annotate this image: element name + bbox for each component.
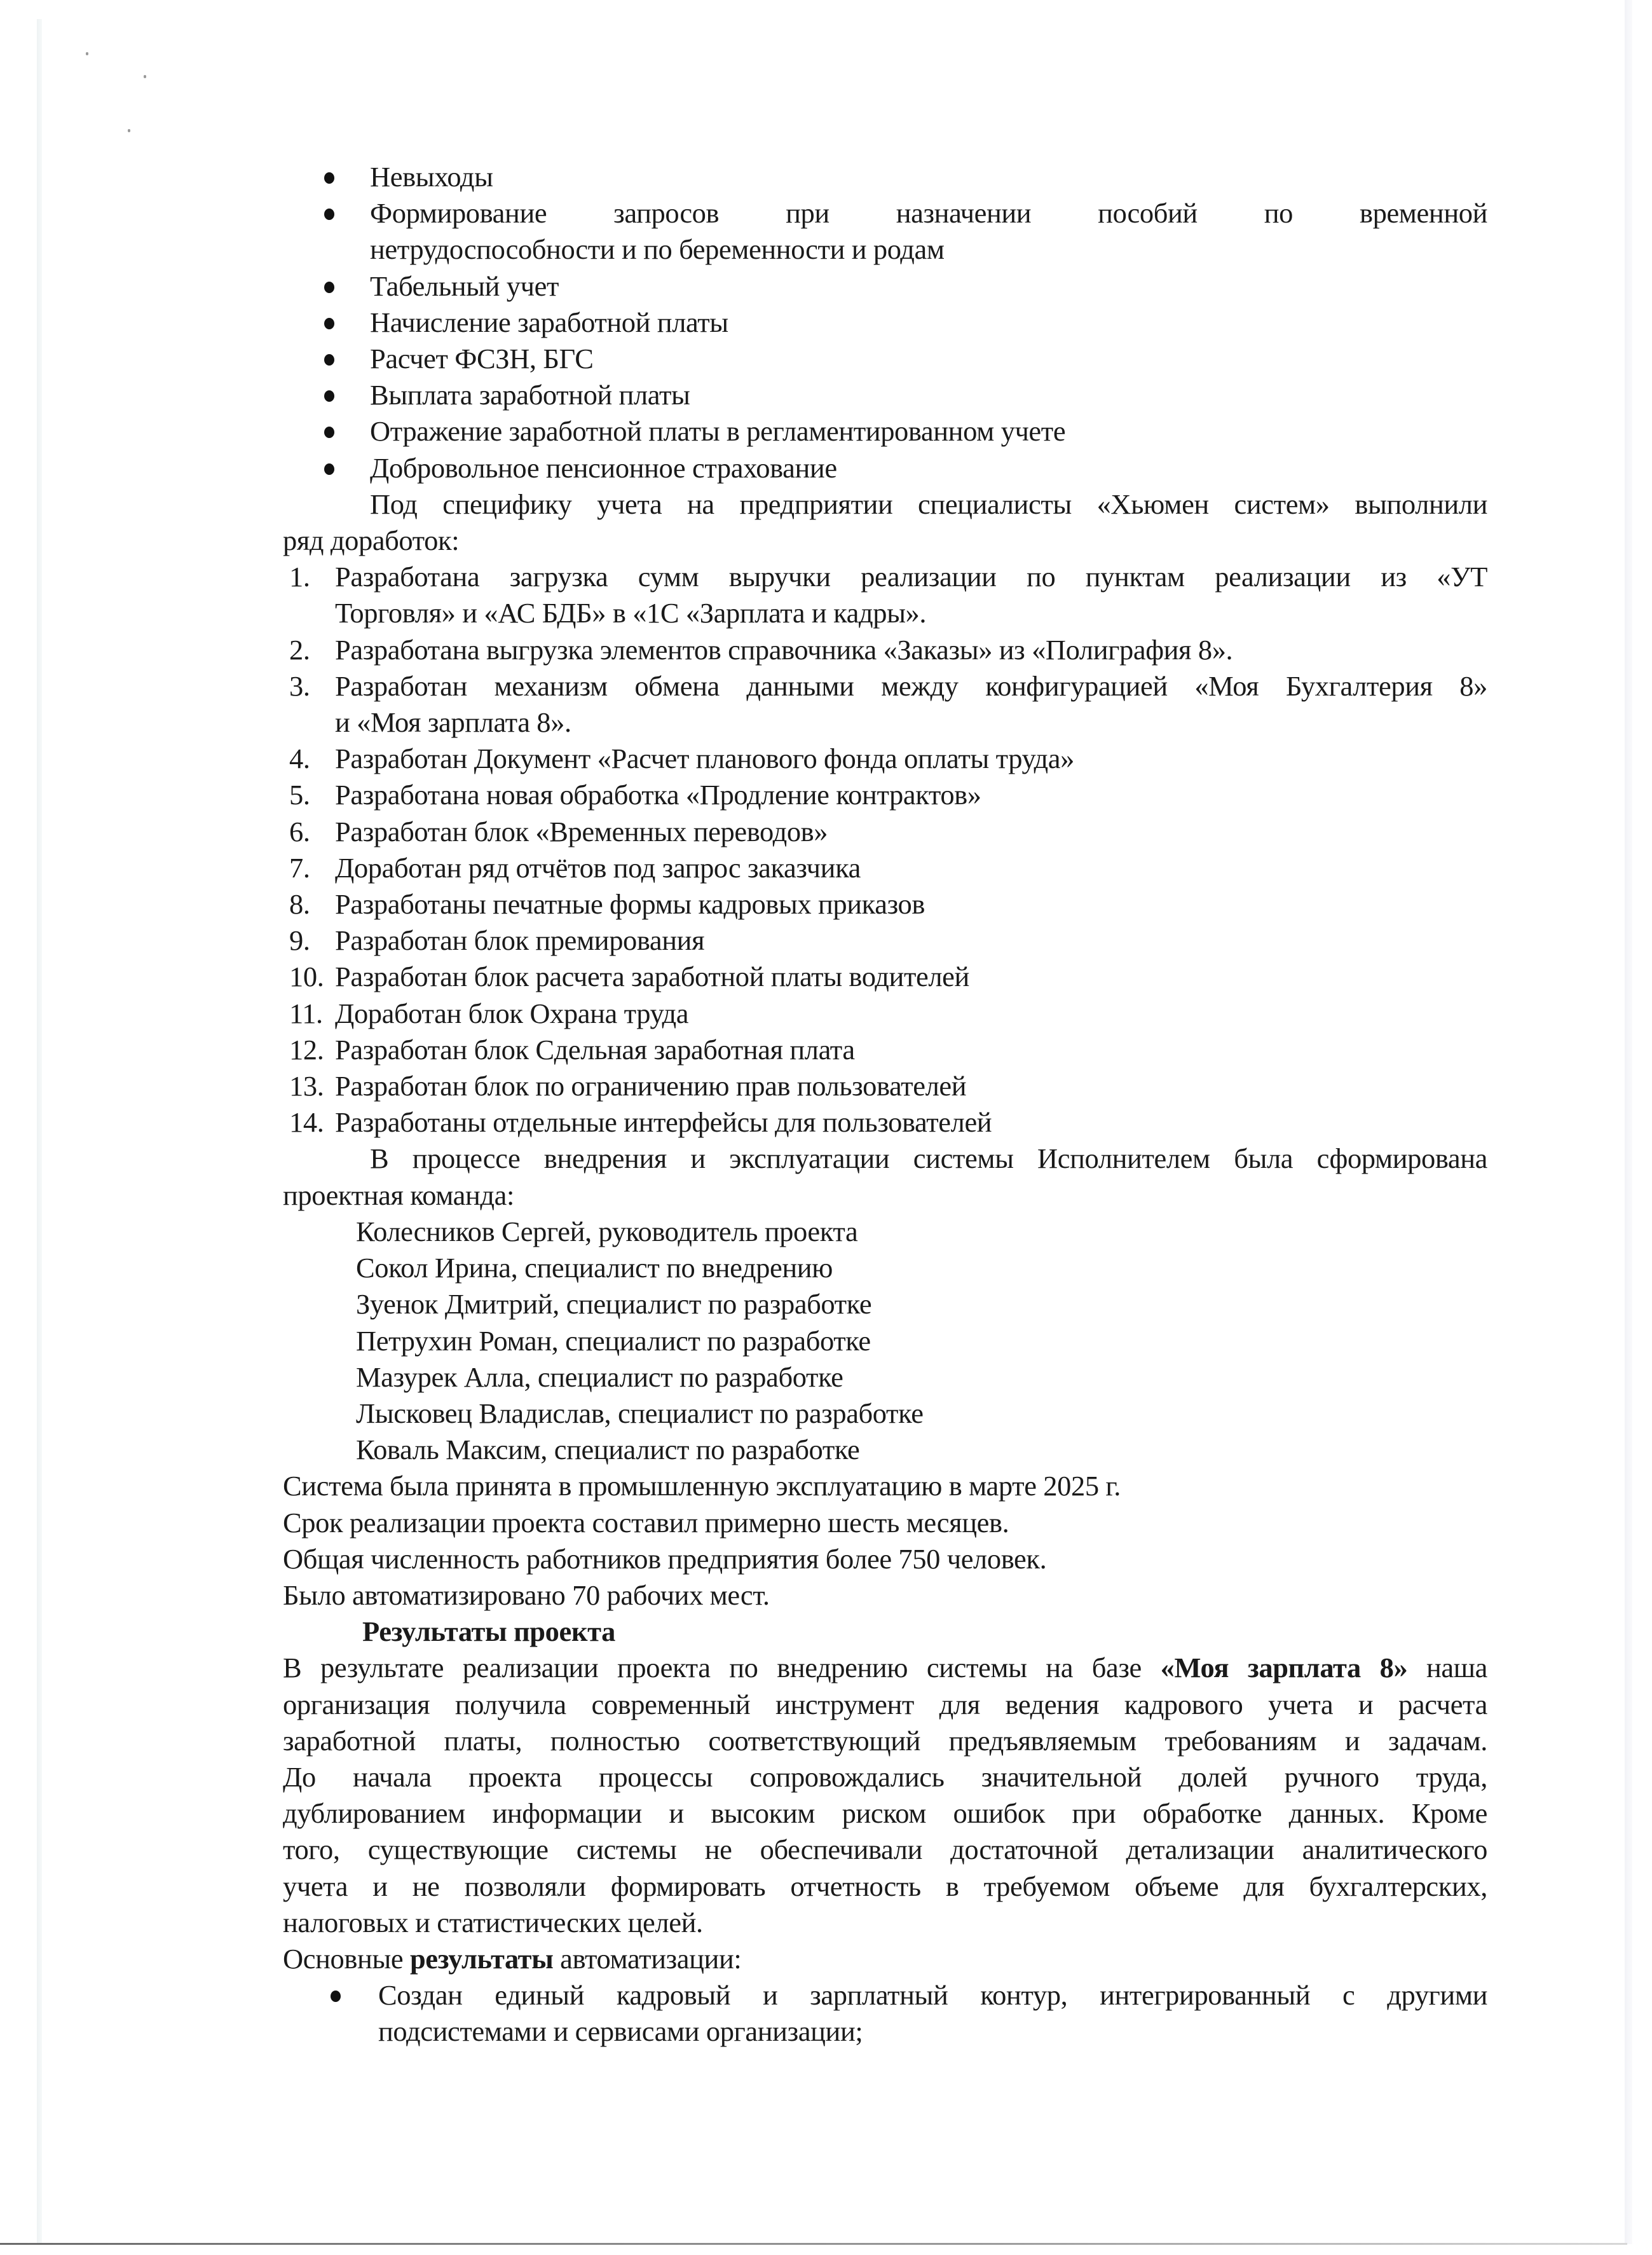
results-heading: Результаты проекта <box>362 1615 615 1648</box>
fact-line: Общая численность работников предприятия более 750 человек. <box>283 1542 1047 1575</box>
paragraph-line: Под специфику учета на предприятии специалисты «Хьюмен систем» выполнили <box>370 488 1487 520</box>
item-number: 12. <box>289 1033 324 1066</box>
team-member: Колесников Сергей, руководитель проекта <box>356 1215 858 1247</box>
bullet-item <box>283 413 1487 449</box>
bullet-text: нетрудоспособности и по беременности и родам <box>370 233 945 266</box>
project-team-list <box>283 1214 1487 1468</box>
bullet-item <box>283 305 1487 341</box>
item-number: 4. <box>289 743 310 775</box>
item-number: 13. <box>289 1070 324 1102</box>
paragraph-line <box>283 1650 1487 1686</box>
bullet-item <box>283 268 1487 305</box>
scan-edge-right <box>1625 0 1632 2244</box>
numbered-item <box>283 850 1487 886</box>
team-member: Мазурек Алла, специалист по разработке <box>356 1361 843 1393</box>
numbered-item <box>283 1032 1487 1068</box>
bullet-icon <box>324 172 334 184</box>
bullet-icon <box>324 354 334 366</box>
team-member: Лысковец Владислав, специалист по разработке <box>356 1397 924 1429</box>
numbered-item <box>283 814 1487 850</box>
numbered-item <box>283 777 1487 813</box>
paragraph-line: В процессе внедрения и эксплуатации системы Исполнителем была сформирована <box>370 1142 1487 1175</box>
scan-edge-left <box>37 19 42 2244</box>
fact-line: Было автоматизировано 70 рабочих мест. <box>283 1579 770 1611</box>
paragraph-line: заработной платы, полностью соответствующий предъявляемым требованиям и задачам. <box>283 1724 1487 1757</box>
bullet-text: Добровольное пенсионное страхование <box>370 451 837 484</box>
item-number: 11. <box>289 997 323 1029</box>
item-number: 6. <box>289 815 310 847</box>
numbered-item <box>283 1104 1487 1141</box>
team-member: Петрухин Роман, специалист по разработке <box>356 1324 871 1357</box>
numbered-item <box>283 741 1487 777</box>
intro-paragraph <box>283 486 1487 559</box>
item-number: 3. <box>289 669 310 702</box>
item-text: Разработан Документ «Расчет планового фонда оплаты труда» <box>335 743 1074 775</box>
bullet-icon <box>324 318 334 329</box>
item-number: 8. <box>289 888 310 921</box>
item-text: Разработан механизм обмена данными между конфигурацией «Моя Бухгалтерия 8» <box>335 669 1487 702</box>
bullet-text: Отражение заработной платы в регламентированном учете <box>370 415 1066 448</box>
text-run: Основные <box>283 1942 410 1975</box>
bullet-text: подсистемами и сервисами организации; <box>378 2015 863 2048</box>
item-text: Разработан блок Сдельная заработная плата <box>335 1033 855 1066</box>
improvements-numbered-list <box>283 559 1487 1141</box>
paragraph-line: налоговых и статистических целей. <box>283 1906 703 1938</box>
bullet-text: Табельный учет <box>370 270 559 302</box>
paragraph-line: дублированием информации и высоким риском ошибок при обработке данных. Кроме <box>283 1797 1487 1830</box>
team-member: Зуенок Дмитрий, специалист по разработке <box>356 1288 872 1320</box>
bullet-icon <box>324 282 334 293</box>
text-run: В результате реализации проекта по внедрению системы на базе <box>283 1652 1161 1684</box>
bullet-item <box>283 341 1487 377</box>
item-number: 5. <box>289 779 310 811</box>
bullet-item <box>283 159 1487 195</box>
paragraph-line: учета и не позволяли формировать отчетность в требуемом объеме для бухгалтерских, <box>283 1870 1487 1902</box>
numbered-item <box>283 559 1487 631</box>
fact-line: Срок реализации проекта составил примерно шесть месяцев. <box>283 1506 1009 1539</box>
bullet-icon <box>324 427 334 438</box>
paragraph-line: того, существующие системы не обеспечивали достаточной детализации аналитического <box>283 1833 1487 1866</box>
numbered-item <box>283 922 1487 959</box>
team-paragraph <box>283 1141 1487 1213</box>
bullet-item <box>283 377 1487 413</box>
fact-line: Система была принята в промышленную эксплуатацию в марте 2025 г. <box>283 1470 1121 1502</box>
text-run: автоматизации: <box>553 1942 742 1975</box>
scan-speck <box>86 52 88 55</box>
scan-speck <box>144 75 146 78</box>
bullet-item <box>283 1977 1487 2050</box>
numbered-item <box>283 668 1487 741</box>
bullet-icon <box>331 1991 341 2002</box>
results-bullet-list <box>283 1977 1487 2050</box>
bullet-item <box>283 195 1487 268</box>
item-text: Разработана загрузка сумм выручки реализации по пунктам реализации из «УТ <box>335 561 1487 593</box>
bullet-item <box>283 450 1487 486</box>
numbered-item <box>283 632 1487 668</box>
scan-edge-bottom <box>0 2243 1627 2245</box>
paragraph-line: проектная команда: <box>283 1179 514 1211</box>
scan-speck <box>128 129 130 132</box>
bullet-text: Невыходы <box>370 161 493 193</box>
paragraph-line: До начала проекта процессы сопровождались значительной долей ручного труда, <box>283 1760 1487 1793</box>
item-text: Разработана новая обработка «Продление контрактов» <box>335 779 981 811</box>
bullet-text: Выплата заработной платы <box>370 379 690 411</box>
bullet-text: Начисление заработной платы <box>370 306 728 338</box>
bullet-icon <box>324 390 334 402</box>
bullet-text: Расчет ФСЗН, БГС <box>370 343 594 375</box>
paragraph-line: организация получила современный инструмент для ведения кадрового учета и расчета <box>283 1688 1487 1720</box>
numbered-item <box>283 886 1487 922</box>
item-text: Разработаны печатные формы кадровых приказов <box>335 888 925 921</box>
item-text: Доработан ряд отчётов под запрос заказчика <box>335 851 861 884</box>
item-number: 9. <box>289 924 310 957</box>
item-number: 7. <box>289 851 310 884</box>
item-text: Разработан блок расчета заработной платы водителей <box>335 961 969 993</box>
numbered-item <box>283 959 1487 995</box>
item-text: Разработан блок премирования <box>335 924 705 957</box>
product-name: «Моя зарплата 8» <box>1160 1652 1408 1684</box>
main-results-line <box>283 1941 1487 1977</box>
text-run: наша <box>1407 1652 1488 1684</box>
team-member: Сокол Ирина, специалист по внедрению <box>356 1252 833 1284</box>
features-bullet-list <box>283 159 1487 486</box>
document-page <box>283 159 1487 2050</box>
results-paragraph <box>283 1650 1487 1941</box>
item-number: 1. <box>289 561 310 593</box>
item-text: Доработан блок Охрана труда <box>335 997 689 1029</box>
item-text: Разработан блок «Временных переводов» <box>335 815 828 847</box>
project-facts <box>283 1468 1487 1614</box>
item-text: и «Моя зарплата 8». <box>335 706 571 739</box>
numbered-item <box>283 996 1487 1032</box>
bold-text: результаты <box>409 1942 554 1975</box>
item-text: Торговля» и «АС БДБ» в «1С «Зарплата и кадры». <box>335 597 927 629</box>
item-number: 2. <box>289 633 310 666</box>
item-text: Разработаны отдельные интерфейсы для пользователей <box>335 1106 992 1139</box>
bullet-text: Создан единый кадровый и зарплатный контур, интегрированный с другими <box>378 1979 1487 2012</box>
item-number: 14. <box>289 1106 324 1139</box>
bullet-icon <box>324 209 334 220</box>
numbered-item <box>283 1068 1487 1104</box>
item-text: Разработана выгрузка элементов справочника «Заказы» из «Полиграфия 8». <box>335 633 1233 666</box>
bullet-icon <box>324 463 334 475</box>
team-member: Коваль Максим, специалист по разработке <box>356 1434 860 1466</box>
item-text: Разработан блок по ограничению прав пользователей <box>335 1070 967 1102</box>
item-number: 10. <box>289 961 324 993</box>
paragraph-line: ряд доработок: <box>283 524 460 557</box>
bullet-text: Формирование запросов при назначении пособий по временной <box>370 197 1487 230</box>
